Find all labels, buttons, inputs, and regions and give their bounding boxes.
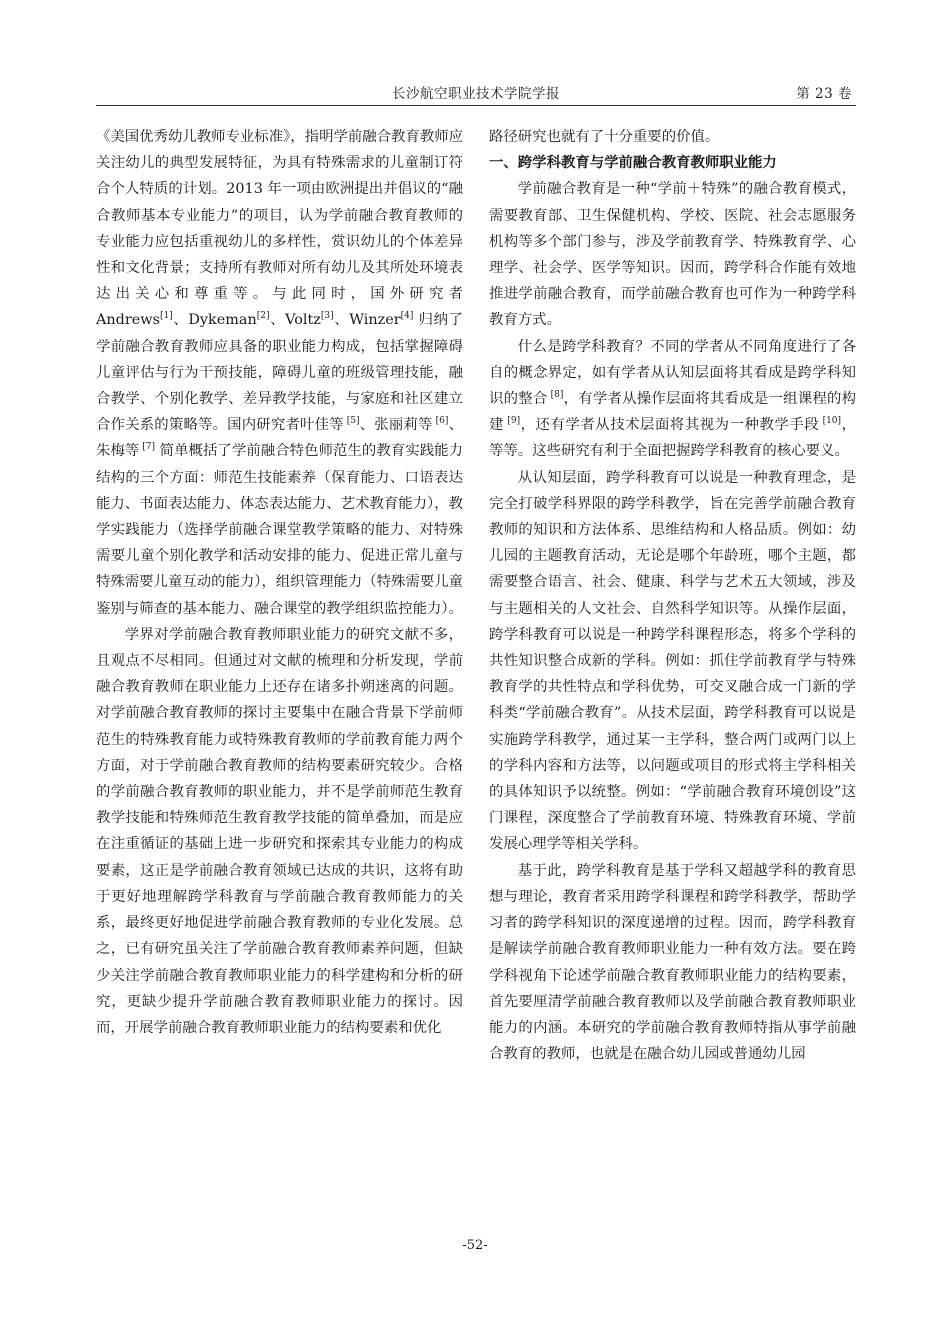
paragraph: [96, 124, 463, 622]
paragraph: [489, 334, 856, 465]
citation: [4]: [400, 311, 414, 322]
paragraph: 学前融合教育是一种“学前＋特殊”的融合教育模式，需要教育部、卫生保健机构、学校、医院、社会志愿服务机构等多个部门参与，涉及学前教育学、特殊教育学、心理学、社会学、医学等知识。因而，跨学科合作能有效地推进学前融合教育，而学前融合教育也可作为一种跨学科教育方式。: [489, 181, 856, 329]
citation: [1]: [159, 311, 173, 322]
volume-label: 第 23 卷: [796, 86, 852, 102]
header-rule: [96, 105, 856, 106]
paragraph: 路径研究也就有了十分重要的价值。: [489, 129, 720, 145]
right-column: [489, 124, 856, 1067]
text-run: 《美国优秀幼儿教师专业标准》，指明学前融合教育教师应关注幼儿的典型发展特征，为具有特殊需求的儿童制订符合个人特质的计划。2013 年一项由欧洲提出并倡议的“融合教师基本专业能力”的项目，认为学前融合教育教师的专业能力应包括重视幼儿的多样性，赏识幼儿的个体差异性和文化背景；支持所有教师对所有幼儿及其所处环境表达出关心和尊重等。与此同时，国外研究者 Andrews: [96, 129, 463, 329]
text-run: 、Voltz: [269, 312, 321, 329]
text-run: 归纳了学前融合教育教师应具备的职业能力构成，包括掌握障碍儿童评估与行为干预技能，障碍儿童的班级管理技能，融合教学、个别化教学、差异教学技能，与家庭和社区建立合作关系的策略等。国内研究者叶佳等: [96, 312, 464, 434]
text-run: 、张丽莉等: [359, 417, 433, 434]
left-column: [96, 124, 463, 1041]
running-header: [96, 80, 856, 104]
citation: [3]: [320, 311, 334, 322]
journal-title: 长沙航空职业技术学院学报: [392, 86, 560, 102]
page-number: -52-: [462, 1238, 488, 1253]
citation: [6]: [432, 416, 449, 427]
text-run: 什么是跨学科教育？不同的学者从不同角度进行了各自的概念界定，如有学者从认知层面将其看成是跨学科知识的整合: [489, 338, 856, 408]
text-run: 、朱梅等: [96, 417, 463, 460]
text-run: 、Winzer: [333, 312, 401, 329]
text-run: 简单概括了学前融合特色师范生的教育实践能力结构的三个方面：师范生技能素养（保育能力、口语表达能力、书面表达能力、体态表达能力、艺术教育能力），教学实践能力（选择学前融合课堂教学策略的能力、对特殊需要儿童个别化教学和活动安排的能力、促进正常儿童与特殊需要儿童互动的能力），组织管理能力（特殊需要儿童鉴别与筛查的基本能力、融合课堂的教学组织监控能力）。: [96, 443, 463, 617]
paragraph: 基于此，跨学科教育是基于学科又超越学科的教育思想与理论，教育者采用跨学科课程和跨学科教学，帮助学习者的跨学科知识的深度递增的过程。因而，跨学科教育是解读学前融合教育教师职业能力一种有效方法。要在跨学科视角下论述学前融合教育教师职业能力的结构要素，首先要厘清学前融合教育教师以及学前融合教育教师职业能力的内涵。本研究的学前融合教育教师特指从事学前融合教育的教师，也就是在融合幼儿园或普通幼儿园: [489, 862, 856, 1063]
paragraph: 从认知层面，跨学科教育可以说是一种教育理念，是完全打破学科界限的跨学科教学，旨在完善学前融合教育教师的知识和方法体系、思维结构和人格品质。例如：幼儿园的主题教育活动，无论是哪个年龄班，哪个主题，都需要整合语言、社会、健康、科学与艺术五大领域，涉及与主题相关的人文社会、自然科学知识等。从操作层面，跨学科教育可以说是一种跨学科课程形态，将多个学科的共性知识整合成新的学科。例如：抓住学前教育学与特殊教育学的共性特点和学科优势，可交叉融合成一门新的学科类“学前融合教育”。从技术层面，跨学科教育可以说是实施跨学科教学，通过某一主学科，整合两门或两门以上的学科内容和方法等，以问题或项目的形式将主学科相关的具体知识予以统整。例如：“学前融合教育环境创设”这门课程，深度整合了学前教育环境、特殊教育环境、学前发展心理学等相关学科。: [489, 469, 856, 853]
section-heading: 一、跨学科教育与学前融合教育教师职业能力: [489, 155, 777, 172]
citation: [5]: [343, 416, 360, 427]
citation: [10]: [819, 416, 842, 427]
citation: [7]: [139, 442, 156, 453]
text-run: ，还有学者从技术层面将其视为一种教学手段: [520, 417, 820, 434]
text-run: ，等等。这些研究有利于全面把握跨学科教育的核心要义。: [489, 417, 856, 460]
paragraph: 学界对学前融合教育教师职业能力的研究文献不多，且观点不尽相同。但通过对文献的梳理和分析发现，学前融合教育教师在职业能力上还存在诸多扑朔迷离的问题。对学前融合教育教师的探讨主要集中在融合背景下学前师范生的特殊教育能力或特殊教育教师的学前教育能力两个方面，对于学前融合教育教师的结构要素研究较少。合格的学前融合教育教师的职业能力，并不是学前师范生教育教学技能和特殊师范生教育教学技能的简单叠加，而是应在注重循证的基础上进一步研究和探索其专业能力的构成要素，这正是学前融合教育领域已达成的共识，这将有助于更好地理解跨学科教育与学前融合教育教师能力的关系，最终更好地促进学前融合教育教师的专业化发展。总之，已有研究虽关注了学前融合教育教师素养问题，但缺少关注学前融合教育教师职业能力的科学建构和分析的研究，更缺少提升学前融合教育教师职业能力的探讨。因而，开展学前融合教育教师职业能力的结构要素和优化: [96, 626, 463, 1036]
citation: [2]: [256, 311, 270, 322]
text-run: ，有学者从操作层面将其看成是一组课程的构建: [489, 391, 856, 434]
citation: [8]: [547, 390, 564, 401]
citation: [9]: [503, 416, 521, 427]
text-run: 、Dykeman: [172, 312, 257, 329]
